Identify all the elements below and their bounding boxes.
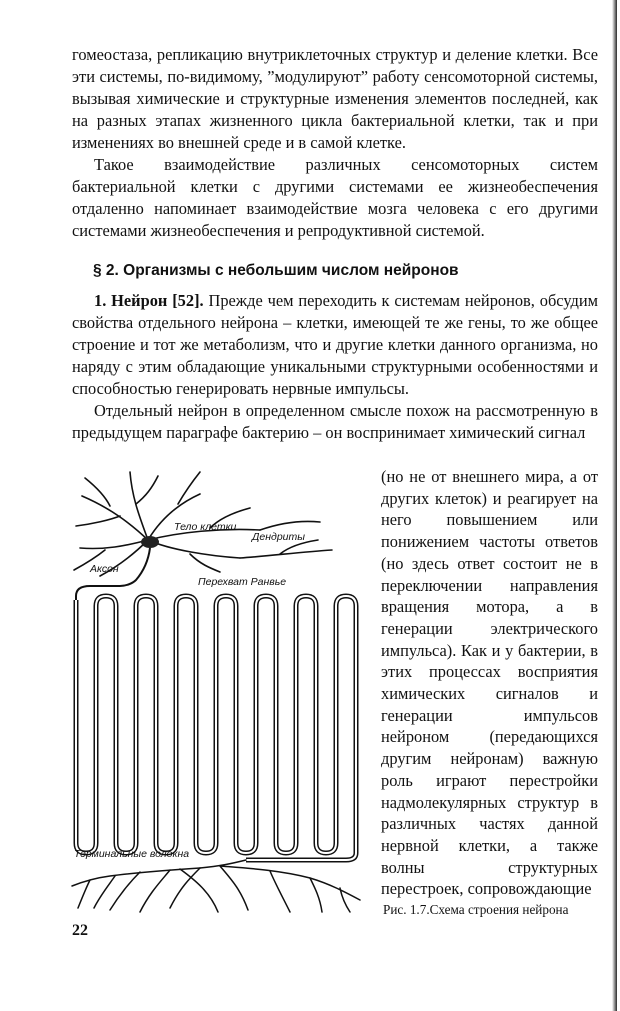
label-axon: Аксон — [90, 563, 119, 575]
paragraph: Такое взаимодействие различных сенсомоторных систем бактериальной клетки с другими системами ее жизнеобеспечения отдаленно напоминает взаимодействие мозга человека с его другими системами жизнеобеспечения и репродуктивной системой. — [72, 155, 598, 240]
paragraph — [72, 400, 598, 444]
section-heading: § 2. Организмы с небольшим числом нейронов — [93, 262, 459, 279]
terminal-fibres-drawing — [72, 860, 360, 912]
paragraph-text: Прежде чем переходить к системам нейронов, обсудим свойства отдельного нейрона – клетки, имеющей те же гены, то же общее строение и тот же метаболизм, что и другие клетки данного организма, но наряду с этим обладающие уникальными структурными особенностями и способностью генерировать нервные импульсы. — [72, 291, 598, 398]
page-edge-shadow — [612, 0, 617, 1011]
label-cell-body: Тело клетки — [174, 521, 237, 533]
top-text-block — [72, 44, 598, 242]
subsection-title: 1. Нейрон [52]. — [94, 291, 204, 310]
label-dendrites: Дендриты — [252, 531, 305, 543]
paragraph-text: Отдельный нейрон в определенном смысле похож на рассмотренную в предыдущем параграфе бактерию – он воспринимает химический сигнал — [72, 401, 598, 442]
cell-body-shape — [141, 536, 159, 548]
section-text-block — [72, 290, 598, 444]
figure-caption: Рис. 1.7.Схема строения нейрона — [383, 902, 569, 917]
neuron-figure — [70, 468, 366, 914]
label-terminals: Терминальные волокна — [74, 848, 190, 860]
page-number: 22 — [72, 922, 88, 939]
paragraph — [72, 290, 598, 400]
paragraph: гомеостаза, репликацию внутриклеточных структур и деление клетки. Все эти системы, по-видимому, ”модулируют” работу сенсомоторной системы, вызывая химические и структурные изменения элементов последней, как на разных этапах жизненного цикла бактериальной клетки, так и при изменениях во внешней среде и в самой клетке. — [72, 45, 598, 152]
label-ranvier: Перехват Ранвье — [198, 576, 287, 588]
right-column-text: (но не от внешнего мира, а от других клеток) и реагирует на него повышением или понижением частоты ответов (но здесь ответ состоит не в переключении направления вращения мотора, а в генерации электрического импульса). Как и у бактерии, в этих процессах восприятия химических сигналов и генерации импульсов нейроном (передающихся другим нейронам) важную роль играют перестройки надмолекулярных структур в различных частях данной нервной клетки, а также волны структурных перестроек, сопровождающие — [381, 467, 598, 899]
